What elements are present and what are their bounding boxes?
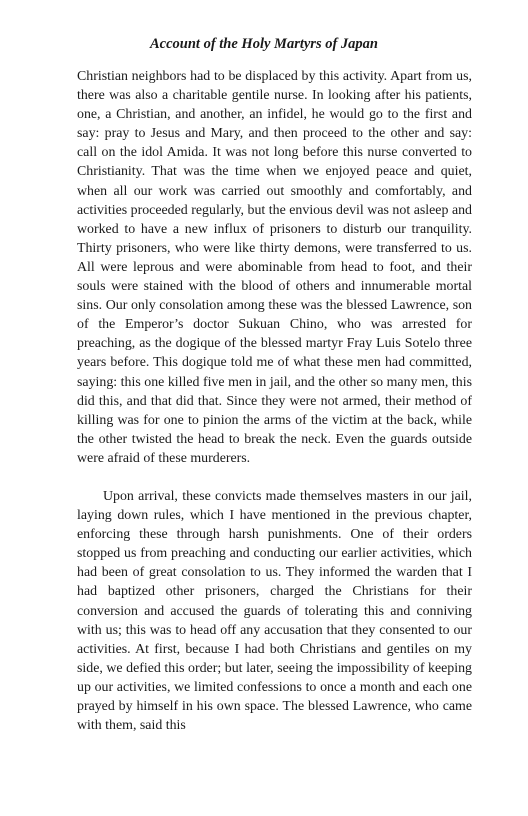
page-title: Account of the Holy Martyrs of Japan: [150, 36, 378, 52]
paragraph-1: Christian neighbors had to be displaced by this activity. Apart from us, there was also a charitable gentile nurse. In looking after his patients, one, a Christian, and another, an infidel, he would go to the first and say: pray to Jesus and Mary, and then proceed to the other and say: call on the idol Amida. It was not long before this nurse converted to Christianity. That was the time when we enjoyed peace and quiet, when all our work was carried out smoothly and comfortably, and activities proceeded regularly, but the envious devil was not asleep and worked to have a new influx of prisoners to disturb our tranquility. Thirty prisoners, who were like thirty demons, were transferred to us. All were leprous and were abominable from head to foot, and their souls were stained with the blood of others and innumerable mortal sins. Our only consolation among these was the blessed Lawrence, son of the Emperor’s doctor Sukuan Chino, who was arrested for preaching, as the dogique of the blessed martyr Fray Luis Sotelo three years before. This dogique told me of what these men had committed, saying: this one killed five men in jail, and the other so many men, this did this, and that did that. Since they were not armed, their method of killing was for one to pinion the arms of the victim at the back, while the other twisted the head to break the neck. Even the guards outside were afraid of these murderers.: [77, 69, 472, 466]
paragraph-2: Upon arrival, these convicts made themselves masters in our jail, laying down rules, which I have mentioned in the previous chapter, enforcing these through harsh punishments. One of their orders stopped us from preaching and conducting our earlier activities, which had been of great consolation to us. They informed the warden that I had baptized other prisoners, charged the Christians for their conversion and accused the guards of tolerating this and conniving with us; this was to head off any accusation that they consented to our activities. At first, because I had both Christians and gentiles on my side, we defied this order; but later, seeing the impossibility of keeping up our activities, we limited confessions to once a month and each one prayed by himself in his own space. The blessed Lawrence, who came with them, said this: [77, 488, 472, 734]
paragraph-spacer: [77, 468, 472, 487]
body-text: [77, 67, 472, 735]
